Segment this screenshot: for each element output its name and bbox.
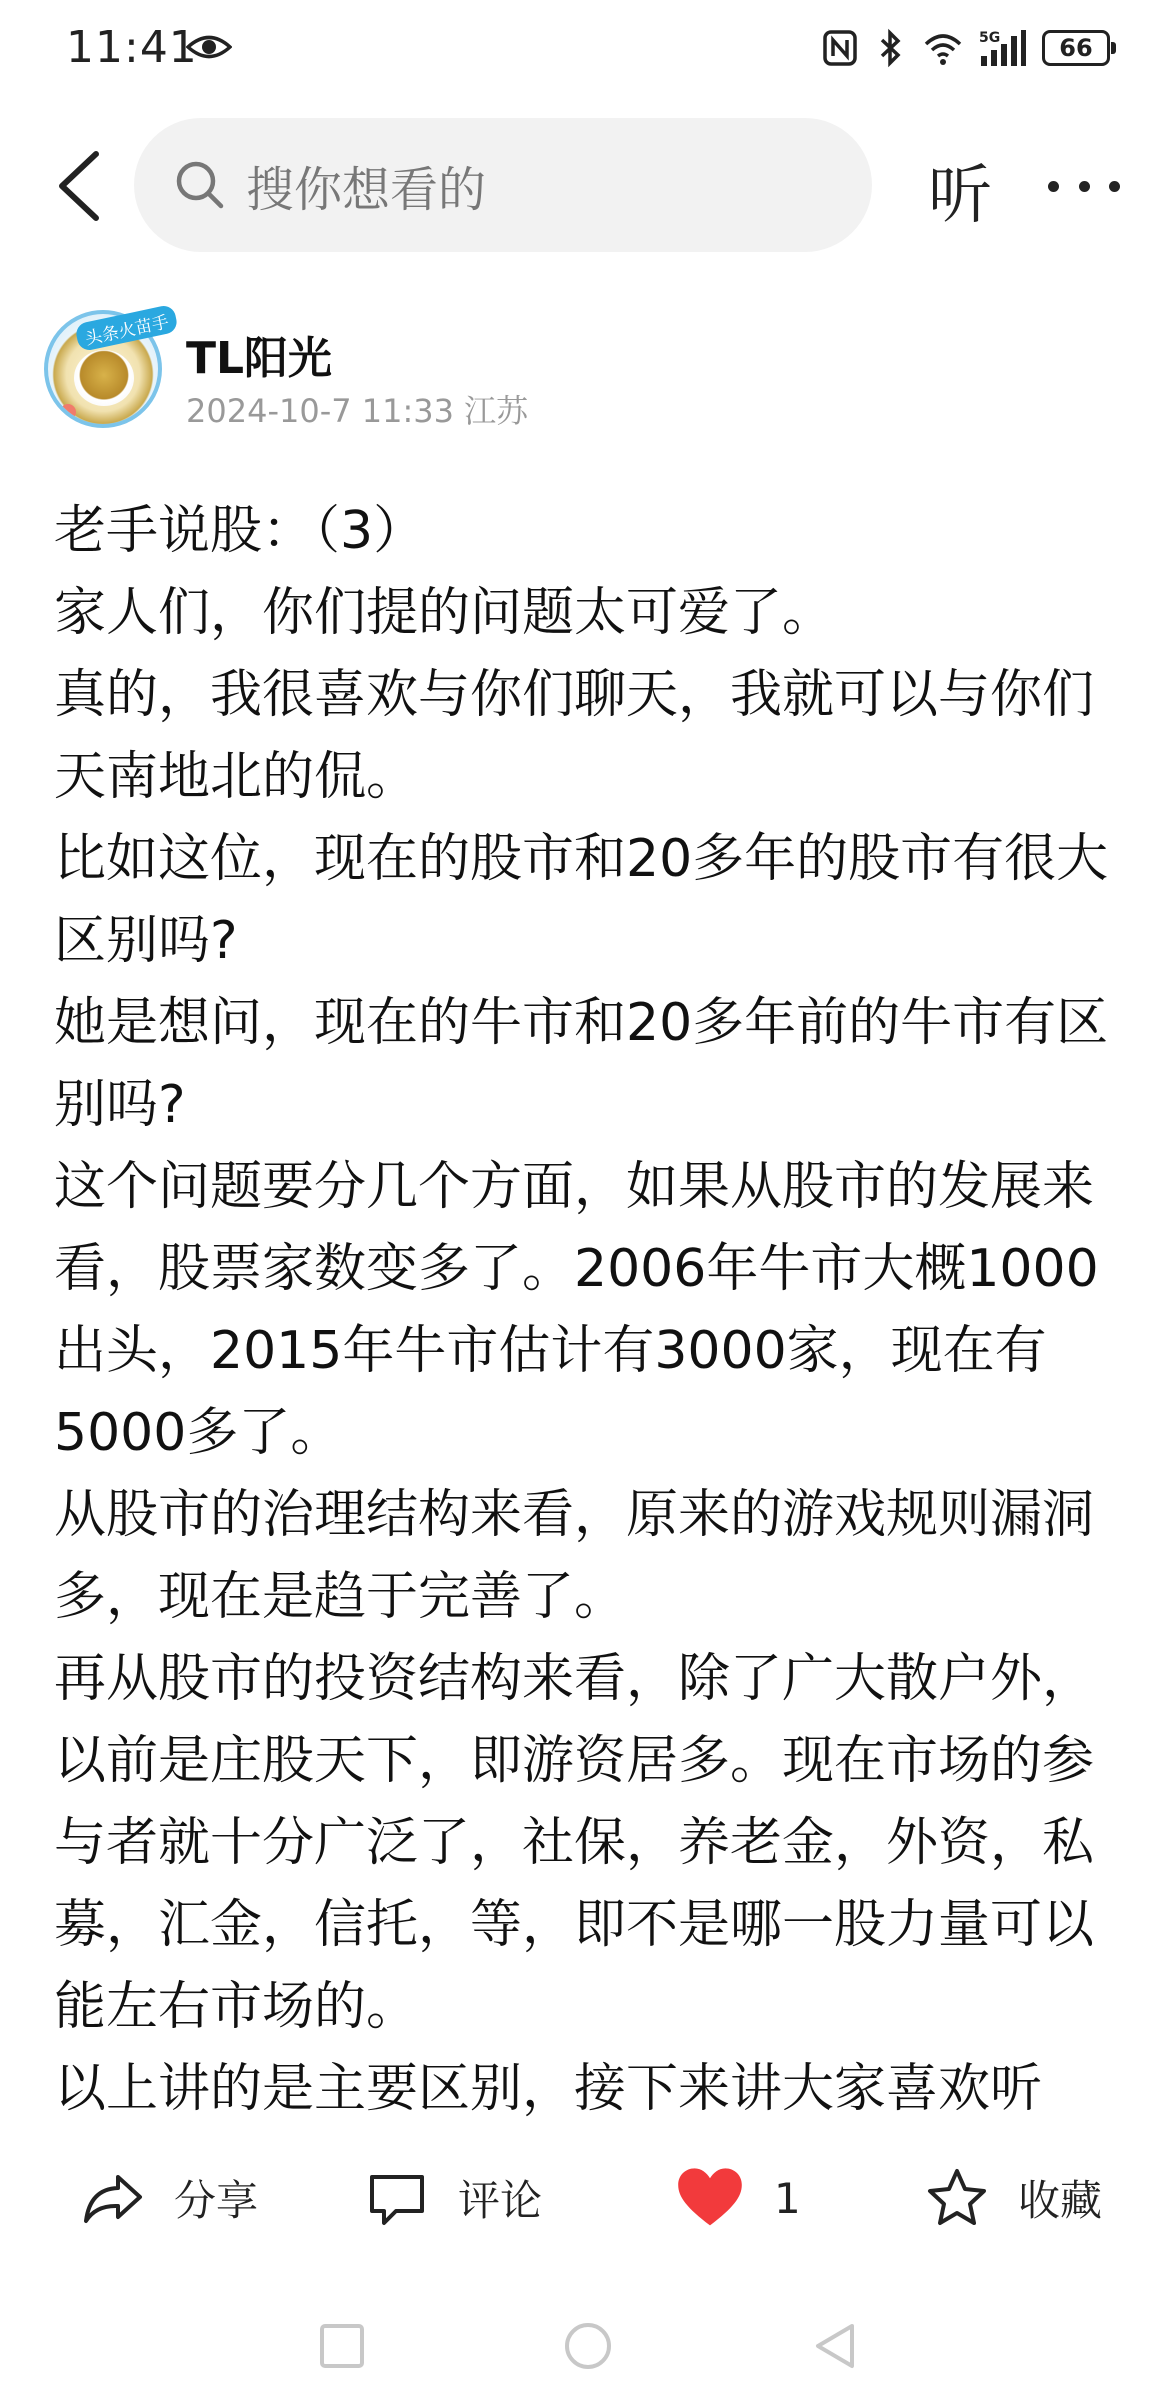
share-icon xyxy=(82,2167,144,2229)
signal-5g-icon xyxy=(978,28,1028,68)
author-header xyxy=(44,310,1144,440)
battery-level: 66 xyxy=(1059,34,1093,62)
article-paragraph: 家人们，你们提的问题太可爱了。 xyxy=(54,583,835,643)
star-icon xyxy=(926,2167,988,2229)
search-placeholder: 搜你想看的 xyxy=(246,161,487,218)
back-icon[interactable] xyxy=(50,148,110,224)
article-paragraph: 她是想问，现在的牛市和20多年前的牛市有区别吗? xyxy=(54,993,1109,1135)
eye-icon xyxy=(186,32,232,62)
recent-apps-icon[interactable] xyxy=(316,2320,368,2372)
article-paragraph: 真的，我很喜欢与你们聊天，我就可以与你们天南地北的侃。 xyxy=(54,665,1095,807)
collect-button[interactable] xyxy=(926,2162,1102,2234)
search-icon xyxy=(174,159,226,211)
article-paragraph: 再从股市的投资结构来看，除了广大散户外，以前是庄股天下，即游资居多。现在市场的参与者就十分广泛了，社保，养老金，外资，私募，汇金，信托，等，即不是哪一股力量可以能左右市场的。 xyxy=(54,1649,1095,2037)
post-meta: 2024-10-7 11:33 江苏 xyxy=(186,392,529,430)
signal-5g-label: 5G xyxy=(979,30,1001,46)
article-paragraph: 老手说股：（3） xyxy=(54,501,426,561)
back-nav-icon[interactable] xyxy=(808,2320,860,2372)
comment-icon xyxy=(366,2167,428,2229)
article-paragraph: 这个问题要分几个方面，如果从股市的发展来看，股票家数变多了。2006年牛市大概1000出头，2015年牛市估计有3000家，现在有5000多了。 xyxy=(54,1157,1099,1463)
heart-icon xyxy=(676,2164,744,2232)
article-paragraph: 比如这位，现在的股市和20多年的股市有很大区别吗? xyxy=(54,829,1109,971)
author-name[interactable]: TL阳光 xyxy=(186,333,333,384)
nfc-icon xyxy=(822,28,858,68)
comment-button[interactable] xyxy=(366,2162,542,2234)
share-button[interactable] xyxy=(82,2162,258,2234)
comment-label: 评论 xyxy=(458,2176,543,2225)
system-nav-bar xyxy=(0,2290,1176,2400)
status-bar xyxy=(0,0,1176,100)
wifi-icon xyxy=(922,28,964,68)
listen-button[interactable]: 听 xyxy=(928,159,992,233)
collect-label: 收藏 xyxy=(1018,2176,1103,2225)
more-options-icon[interactable] xyxy=(1048,168,1120,204)
like-button[interactable] xyxy=(676,2162,801,2234)
article-body xyxy=(54,490,1134,2130)
bluetooth-icon xyxy=(872,28,908,68)
battery-icon xyxy=(1042,30,1110,66)
status-icons xyxy=(822,28,1110,68)
status-time: 11:41 xyxy=(66,22,198,73)
article-paragraph: 以上讲的是主要区别，接下来讲大家喜欢听 xyxy=(54,2059,1043,2119)
search-input[interactable] xyxy=(134,118,872,252)
article-paragraph: 从股市的治理结构来看，原来的游戏规则漏洞多，现在是趋于完善了。 xyxy=(54,1485,1095,1627)
share-label: 分享 xyxy=(174,2176,259,2225)
author-badge: 头条火苗手 xyxy=(74,304,179,352)
home-icon[interactable] xyxy=(562,2320,614,2372)
action-bar xyxy=(0,2140,1176,2256)
like-count: 1 xyxy=(774,2173,801,2223)
top-bar xyxy=(0,118,1176,254)
